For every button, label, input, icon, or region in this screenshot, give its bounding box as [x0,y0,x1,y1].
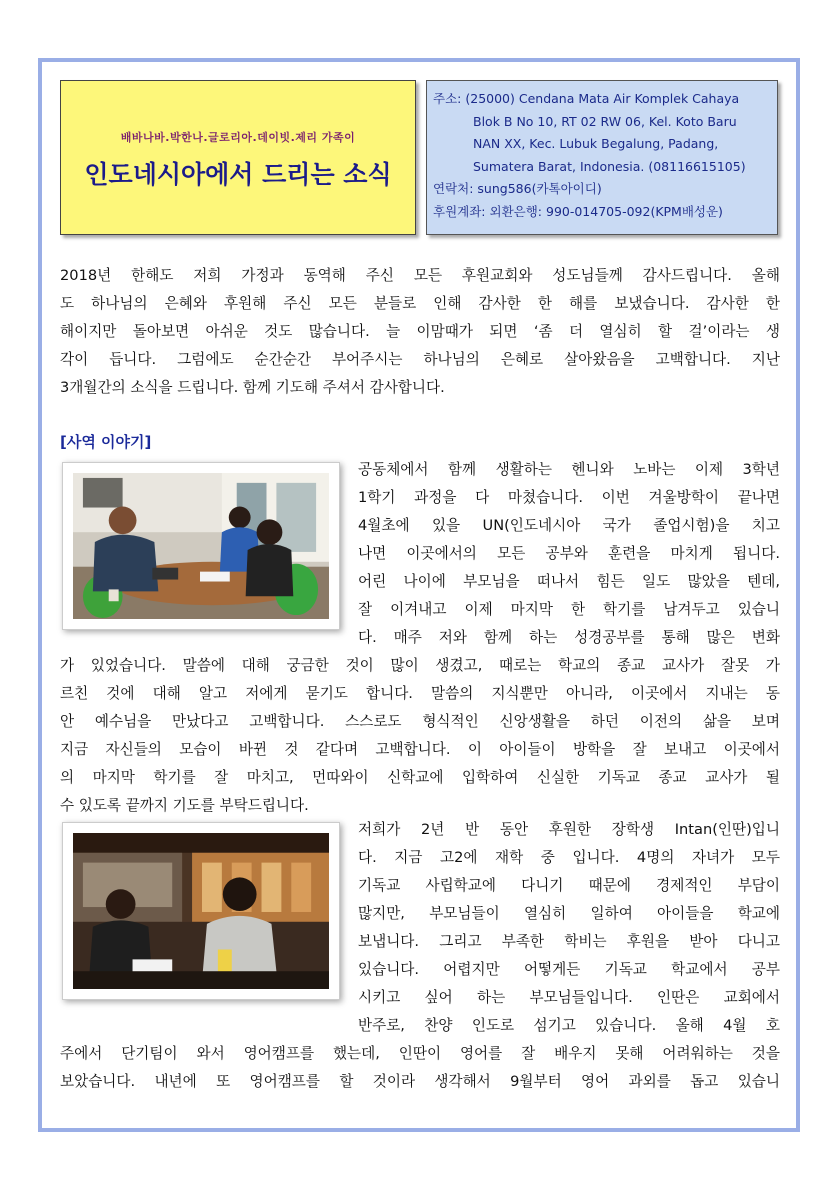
story-line: 기독교 사립학교에 다니기 때문에 경제적인 부담이 [358,877,780,894]
story-line: 다. 매주 저와 함께 하는 성경공부를 통해 많은 변화 [358,629,780,646]
photo-intan-image [73,833,329,989]
contact-label: 연락처: [433,181,474,197]
address-line-3: NAN XX, Kec. Lubuk Begalung, Padang, [473,136,719,152]
story-line: 의 마지막 학기를 잘 마치고, 먼따와이 신학교에 입학하여 신실한 기독교 종교 교사가 될 [60,769,780,786]
story2-full-text [60,1040,780,1096]
family-names: 배바나바.박한나.글로리아.데이빗.제리 가족이 [120,131,356,144]
address-label: 주소: [433,91,462,106]
section-title: [사역 이야기] [60,433,152,451]
story-line: 어린 나이에 부모님을 떠나서 힘든 일도 많았을 텐데, [358,573,780,590]
intro-line: 2018년 한해도 저희 가정과 동역해 주신 모든 후원교회와 성도님들께 감사드립니다. 올해 [60,267,780,284]
story-line: 시키고 싶어 하는 부모님들입니다. 인딴은 교회에서 [358,989,780,1006]
story-line: 지금 자신들의 모습이 바뀐 것 같다며 고백합니다. 이 아이들이 방학을 잘 보내고 이곳에서 [60,741,780,758]
photo-bible-study-image [73,473,329,619]
story-line: 잘 이겨내고 이제 마지막 한 학기를 남겨두고 있습니 [358,601,780,618]
intro-line: 해이지만 돌아보면 아쉬운 것도 많습니다. 늘 이맘때가 되면 ‘좀 더 열심히 할 걸’이라는 생 [60,323,780,340]
story-line: 가 있었습니다. 말씀에 대해 궁금한 것이 많이 생겼고, 때로는 학교의 종교 교사가 잘못 가 [60,657,780,674]
photo-intan [62,822,340,1000]
contact-line [433,178,769,201]
story-line: 반주로, 찬양 인도로 섬기고 있습니다. 올해 4월 호 [358,1017,780,1034]
account-value: 외환은행: 990-014705-092(KPM배성운) [489,203,723,219]
title-box [60,80,416,235]
contact-box [426,80,778,235]
intro-line: 3개월간의 소식을 드립니다. 함께 기도해 주셔서 감사합니다. [60,379,445,396]
address-line-4: Sumatera Barat, Indonesia. (08116615105) [473,158,746,174]
address-line-1: 주소: (25000) Cendana Mata Air Komplek Cahaya [433,91,740,106]
story-line: 저희가 2년 반 동안 후원한 장학생 Intan(인딴)입니 [358,821,780,838]
newsletter-headline: 인도네시아에서 드리는 소식 [84,160,392,189]
address-line-2: Blok B No 10, RT 02 RW 06, Kel. Koto Baru [473,113,737,129]
contact-value: sung586(카톡아이디) [477,181,602,197]
account-line [433,201,769,224]
story-line: 다. 지금 고2에 재학 중 입니다. 4명의 자녀가 모두 [358,849,780,866]
story1-side-text [358,456,780,652]
story-line: 보았습니다. 내년에 또 영어캠프를 할 것이라 생각해서 9월부터 영어 과외를 돕고 있습니 [60,1073,780,1090]
story-line: 4월초에 있을 UN(인도네시아 국가 졸업시험)을 치고 [358,517,780,534]
intro-line: 각이 듭니다. 그럼에도 순간순간 부어주시는 하나님의 은혜로 살아왔음을 고백합니다. 지난 [60,351,780,368]
story-line: 공동체에서 함께 생활하는 헨니와 노바는 이제 3학년 [358,461,780,478]
intro-paragraph [60,262,780,402]
story2-side-text [358,816,780,1040]
story-line: 많지만, 부모님들이 열심히 일하여 아이들을 학교에 [358,905,780,922]
photo-bible-study [62,462,340,630]
story-line: 보냅니다. 그리고 부족한 학비는 후원을 받아 다니고 [358,933,780,950]
story-line: 르친 것에 대해 알고 저에게 묻기도 합니다. 말씀의 지식뿐만 아니라, 이곳에서 지내는 동 [60,685,780,702]
story-line: 있습니다. 어렵지만 어떻게든 기독교 학교에서 공부 [358,961,780,978]
story-line: 수 있도록 끝까지 기도를 부탁드립니다. [60,797,309,814]
account-label: 후원계좌: [433,203,486,219]
story-line: 1학기 과정을 다 마쳤습니다. 이번 겨울방학이 끝나면 [358,489,780,506]
story-line: 주에서 단기팀이 와서 영어캠프를 했는데, 인딴이 영어를 잘 배우지 못해 어려워하는 것을 [60,1045,780,1062]
story-line: 나면 이곳에서의 모든 공부와 훈련을 마치게 됩니다. [358,545,780,562]
intro-line: 도 하나님의 은혜와 후원해 주신 모든 분들로 인해 감사한 한 해를 보냈습니다. 감사한 한 [60,295,780,312]
story-line: 안 예수님을 만났다고 고백합니다. 스스로도 형식적인 신앙생활을 하던 이전의 삶을 보며 [60,713,780,730]
story1-full-text [60,652,780,820]
